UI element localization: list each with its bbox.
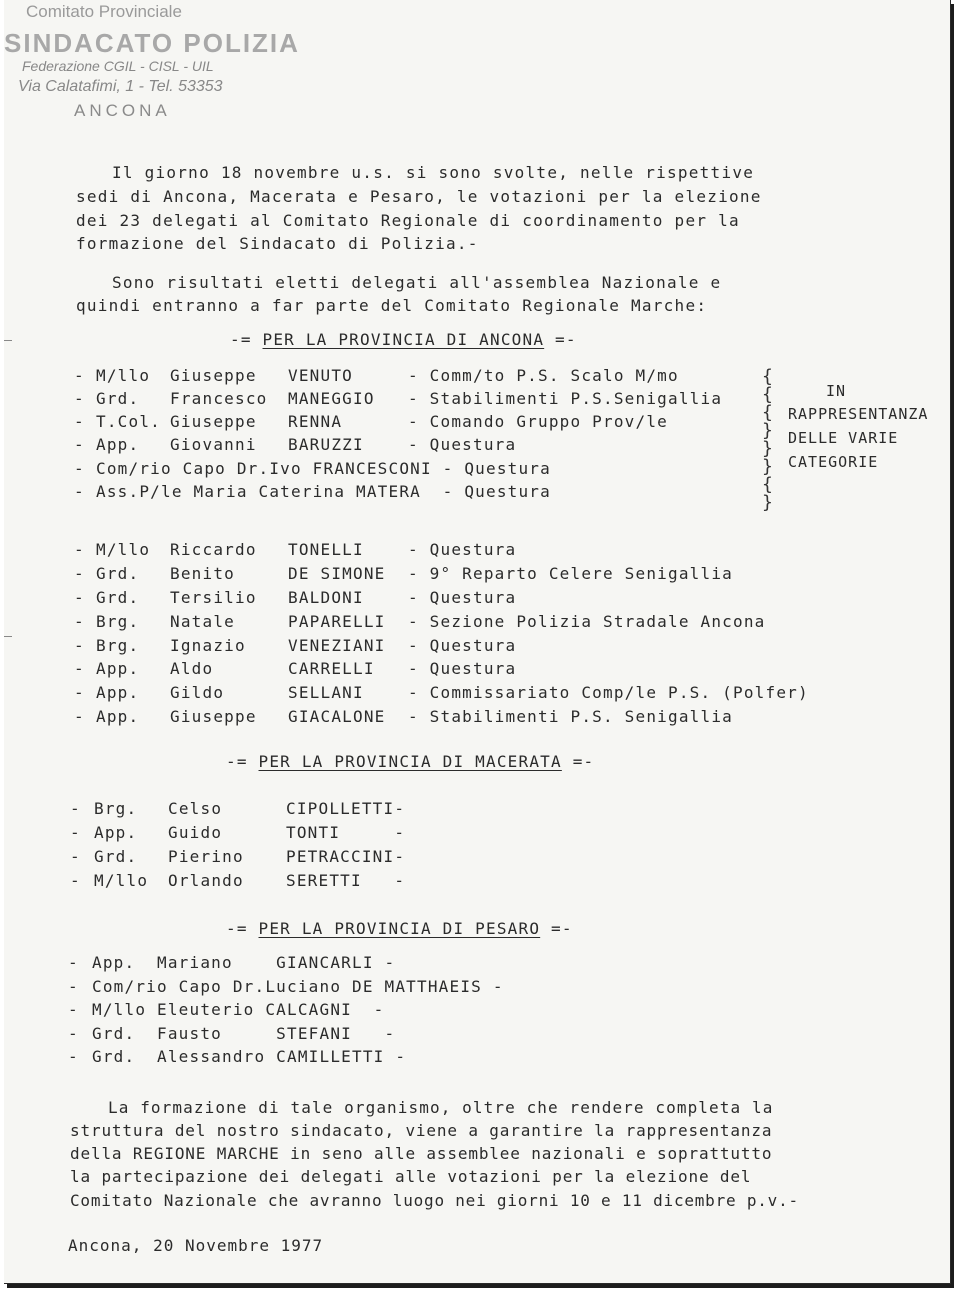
delegate-rank: Grd. — [96, 588, 140, 607]
brace-label-line: IN — [826, 382, 847, 400]
delegate-rank: App. — [96, 707, 140, 726]
document-page — [4, 0, 951, 1284]
delegate-row: - Brg. Celso CIPOLLETTI- — [70, 799, 406, 818]
delegate-last-name: PETRACCINI- — [286, 847, 406, 866]
delegate-first-name: Riccardo — [170, 540, 257, 559]
delegate-last-name: GIACALONE — [288, 707, 386, 726]
delegate-rank: App. — [94, 823, 138, 842]
closing-line: La formazione di tale organismo, oltre che rendere completa la — [108, 1098, 774, 1117]
delegate-office: - 9° Reparto Celere Senigallia — [408, 564, 733, 583]
delegate-office: - Sezione Polizia Stradale Ancona — [408, 612, 766, 631]
heading-suffix: =- — [551, 919, 573, 938]
pesaro-heading — [226, 919, 573, 938]
delegate-office: - Commissariato Comp/le P.S. (Polfer) — [408, 683, 809, 702]
delegate-entry: Com/rio Capo Dr.Ivo FRANCESCONI - Questura — [96, 459, 551, 478]
delegate-last-name: SERETTI - — [286, 871, 406, 890]
delegate-first-name: Gildo — [170, 683, 225, 702]
delegate-row: - Brg. Natale PAPARELLI - Sezione Polizia Stradale Ancona — [74, 612, 766, 631]
delegate-office: - Questura — [408, 659, 517, 678]
delegate-row: - App. Guido TONTI - — [70, 823, 406, 842]
delegate-row: - M/llo Giuseppe VENUTO - Comm/to P.S. Scalo M/mo — [74, 366, 679, 385]
delegate-row: - M/llo Orlando SERETTI - — [70, 871, 406, 890]
delegate-row: - Brg. Ignazio VENEZIANI - Questura — [74, 636, 517, 655]
delegate-entry: M/llo Eleuterio CALCAGNI - — [92, 1000, 385, 1019]
delegate-rank: M/llo — [94, 871, 149, 890]
delegate-office: - Questura — [408, 636, 517, 655]
intro-line: Il giorno 18 novembre u.s. si sono svolte, nelle rispettive — [112, 163, 755, 182]
delegate-row: - Grd. Francesco MANEGGIO - Stabilimenti P.S.Senigallia — [74, 389, 723, 408]
delegate-last-name: VENEZIANI — [288, 636, 386, 655]
closing-line: Comitato Nazionale che avranno luogo nei giorni 10 e 11 dicembre p.v.- — [70, 1191, 799, 1210]
delegate-row: - App. Giovanni BARUZZI - Questura — [74, 435, 517, 454]
delegate-office: - Questura — [408, 588, 517, 607]
delegate-row: - Com/rio Capo Dr.Ivo FRANCESCONI - Questura — [74, 459, 551, 478]
delegate-last-name: BARUZZI — [288, 435, 364, 454]
letterhead-line-1: Comitato Provinciale — [26, 2, 182, 21]
letterhead-line-5: ANCONA — [74, 101, 171, 120]
letterhead-line-4: Via Calatafimi, 1 - Tel. 53353 — [18, 78, 223, 95]
delegate-last-name: VENUTO — [288, 366, 353, 385]
ancona-heading — [230, 330, 577, 349]
delegate-entry: Grd. Fausto STEFANI - — [92, 1024, 396, 1043]
brace-label-line: RAPPRESENTANZA — [788, 405, 929, 423]
brace-label-line: DELLE VARIE — [788, 429, 899, 447]
delegate-office: - Stabilimenti P.S.Senigallia — [408, 389, 723, 408]
delegate-office: - Stabilimenti P.S. Senigallia — [408, 707, 733, 726]
delegate-row: - Grd. Tersilio BALDONI - Questura — [74, 588, 517, 607]
elected-line: quindi entranno a far parte del Comitato Regionale Marche: — [76, 296, 708, 315]
delegate-first-name: Giuseppe — [170, 707, 257, 726]
delegate-row: - App. Mariano GIANCARLI - — [68, 953, 396, 972]
delegate-rank: Brg. — [96, 612, 140, 631]
heading-suffix: =- — [555, 330, 577, 349]
delegate-row: - T.Col. Giuseppe RENNA - Comando Gruppo Prov/le — [74, 412, 668, 431]
delegate-first-name: Giuseppe — [170, 412, 257, 431]
delegate-rank: M/llo — [96, 366, 151, 385]
delegate-entry: Grd. Alessandro CAMILLETTI - — [92, 1047, 407, 1066]
heading-title: PER LA PROVINCIA DI ANCONA — [262, 330, 545, 349]
delegate-entry: Com/rio Capo Dr.Luciano DE MATTHAEIS - — [92, 977, 504, 996]
delegate-first-name: Celso — [168, 799, 223, 818]
delegate-first-name: Giuseppe — [170, 366, 257, 385]
margin-mark — [4, 340, 12, 341]
delegate-first-name: Ignazio — [170, 636, 246, 655]
macerata-heading — [226, 752, 594, 771]
letterhead-line-2: SINDACATO POLIZIA — [4, 28, 300, 58]
delegate-rank: App. — [96, 683, 140, 702]
delegate-row: - App. Gildo SELLANI - Commissariato Comp/le P.S. (Polfer) — [74, 683, 809, 702]
delegate-row: - App. Giuseppe GIACALONE - Stabilimenti P.S. Senigallia — [74, 707, 733, 726]
heading-suffix: =- — [572, 752, 595, 771]
delegate-last-name: CIPOLLETTI- — [286, 799, 406, 818]
delegate-rank: Brg. — [96, 636, 140, 655]
delegate-first-name: Aldo — [170, 659, 214, 678]
heading-prefix: -= — [226, 752, 248, 771]
curly-brace-icon: { { { } } } { } — [762, 366, 773, 513]
margin-mark — [4, 636, 12, 637]
delegate-row: - M/llo Riccardo TONELLI - Questura — [74, 540, 517, 559]
delegate-rank: Grd. — [94, 847, 138, 866]
delegate-first-name: Guido — [168, 823, 223, 842]
closing-line: struttura del nostro sindacato, viene a garantire la rappresentanza — [70, 1121, 773, 1140]
delegate-row: - Com/rio Capo Dr.Luciano DE MATTHAEIS - — [68, 977, 504, 996]
delegate-rank: App. — [96, 659, 140, 678]
delegate-row: - Ass.P/le Maria Caterina MATERA - Questura — [74, 482, 551, 501]
delegate-office: - Comm/to P.S. Scalo M/mo — [408, 366, 679, 385]
delegate-row: - App. Aldo CARRELLI - Questura — [74, 659, 517, 678]
dateline: Ancona, 20 Novembre 1977 — [68, 1236, 324, 1255]
delegate-office: - Comando Gruppo Prov/le — [408, 412, 668, 431]
heading-prefix: -= — [230, 330, 252, 349]
closing-line: la partecipazione dei delegati alle votazioni per la elezione del — [70, 1167, 752, 1186]
delegate-rank: Brg. — [94, 799, 138, 818]
intro-line: formazione del Sindacato di Polizia.- — [76, 234, 479, 253]
delegate-first-name: Giovanni — [170, 435, 257, 454]
delegate-row: - M/llo Eleuterio CALCAGNI - — [68, 1000, 385, 1019]
delegate-last-name: SELLANI — [288, 683, 364, 702]
delegate-last-name: CARRELLI — [288, 659, 375, 678]
delegate-rank: M/llo — [96, 540, 151, 559]
delegate-last-name: PAPARELLI — [288, 612, 386, 631]
delegate-first-name: Benito — [170, 564, 235, 583]
delegate-first-name: Pierino — [168, 847, 244, 866]
closing-line: della REGIONE MARCHE in seno alle assemblee nazionali e soprattutto — [70, 1144, 773, 1163]
elected-line: Sono risultati eletti delegati all'assemblea Nazionale e — [112, 273, 722, 292]
delegate-first-name: Natale — [170, 612, 235, 631]
delegate-row: - Grd. Alessandro CAMILLETTI - — [68, 1047, 407, 1066]
delegate-first-name: Francesco — [170, 389, 268, 408]
delegate-last-name: MANEGGIO — [288, 389, 375, 408]
delegate-last-name: TONTI - — [286, 823, 406, 842]
brace-label-line: CATEGORIE — [788, 453, 879, 471]
delegate-rank: Grd. — [96, 564, 140, 583]
delegate-rank: T.Col. — [96, 412, 161, 431]
delegate-entry: Ass.P/le Maria Caterina MATERA - Questura — [96, 482, 551, 501]
delegate-rank: App. — [96, 435, 140, 454]
heading-title: PER LA PROVINCIA DI PESARO — [258, 919, 541, 938]
delegate-office: - Questura — [408, 540, 517, 559]
intro-line: sedi di Ancona, Macerata e Pesaro, le votazioni per la elezione — [76, 187, 762, 206]
intro-line: dei 23 delegati al Comitato Regionale di coordinamento per la — [76, 211, 740, 230]
heading-prefix: -= — [226, 919, 248, 938]
delegate-first-name: Orlando — [168, 871, 244, 890]
delegate-last-name: TONELLI — [288, 540, 364, 559]
delegate-last-name: BALDONI — [288, 588, 364, 607]
heading-title: PER LA PROVINCIA DI MACERATA — [258, 752, 562, 771]
delegate-office: - Questura — [408, 435, 517, 454]
delegate-row: - Grd. Benito DE SIMONE - 9° Reparto Celere Senigallia — [74, 564, 733, 583]
delegate-entry: App. Mariano GIANCARLI - — [92, 953, 396, 972]
delegate-first-name: Tersilio — [170, 588, 257, 607]
letterhead-line-3: Federazione CGIL - CISL - UIL — [22, 58, 214, 74]
delegate-last-name: DE SIMONE — [288, 564, 386, 583]
delegate-last-name: RENNA — [288, 412, 343, 431]
delegate-rank: Grd. — [96, 389, 140, 408]
delegate-row: - Grd. Fausto STEFANI - — [68, 1024, 396, 1043]
delegate-row: - Grd. Pierino PETRACCINI- — [70, 847, 406, 866]
